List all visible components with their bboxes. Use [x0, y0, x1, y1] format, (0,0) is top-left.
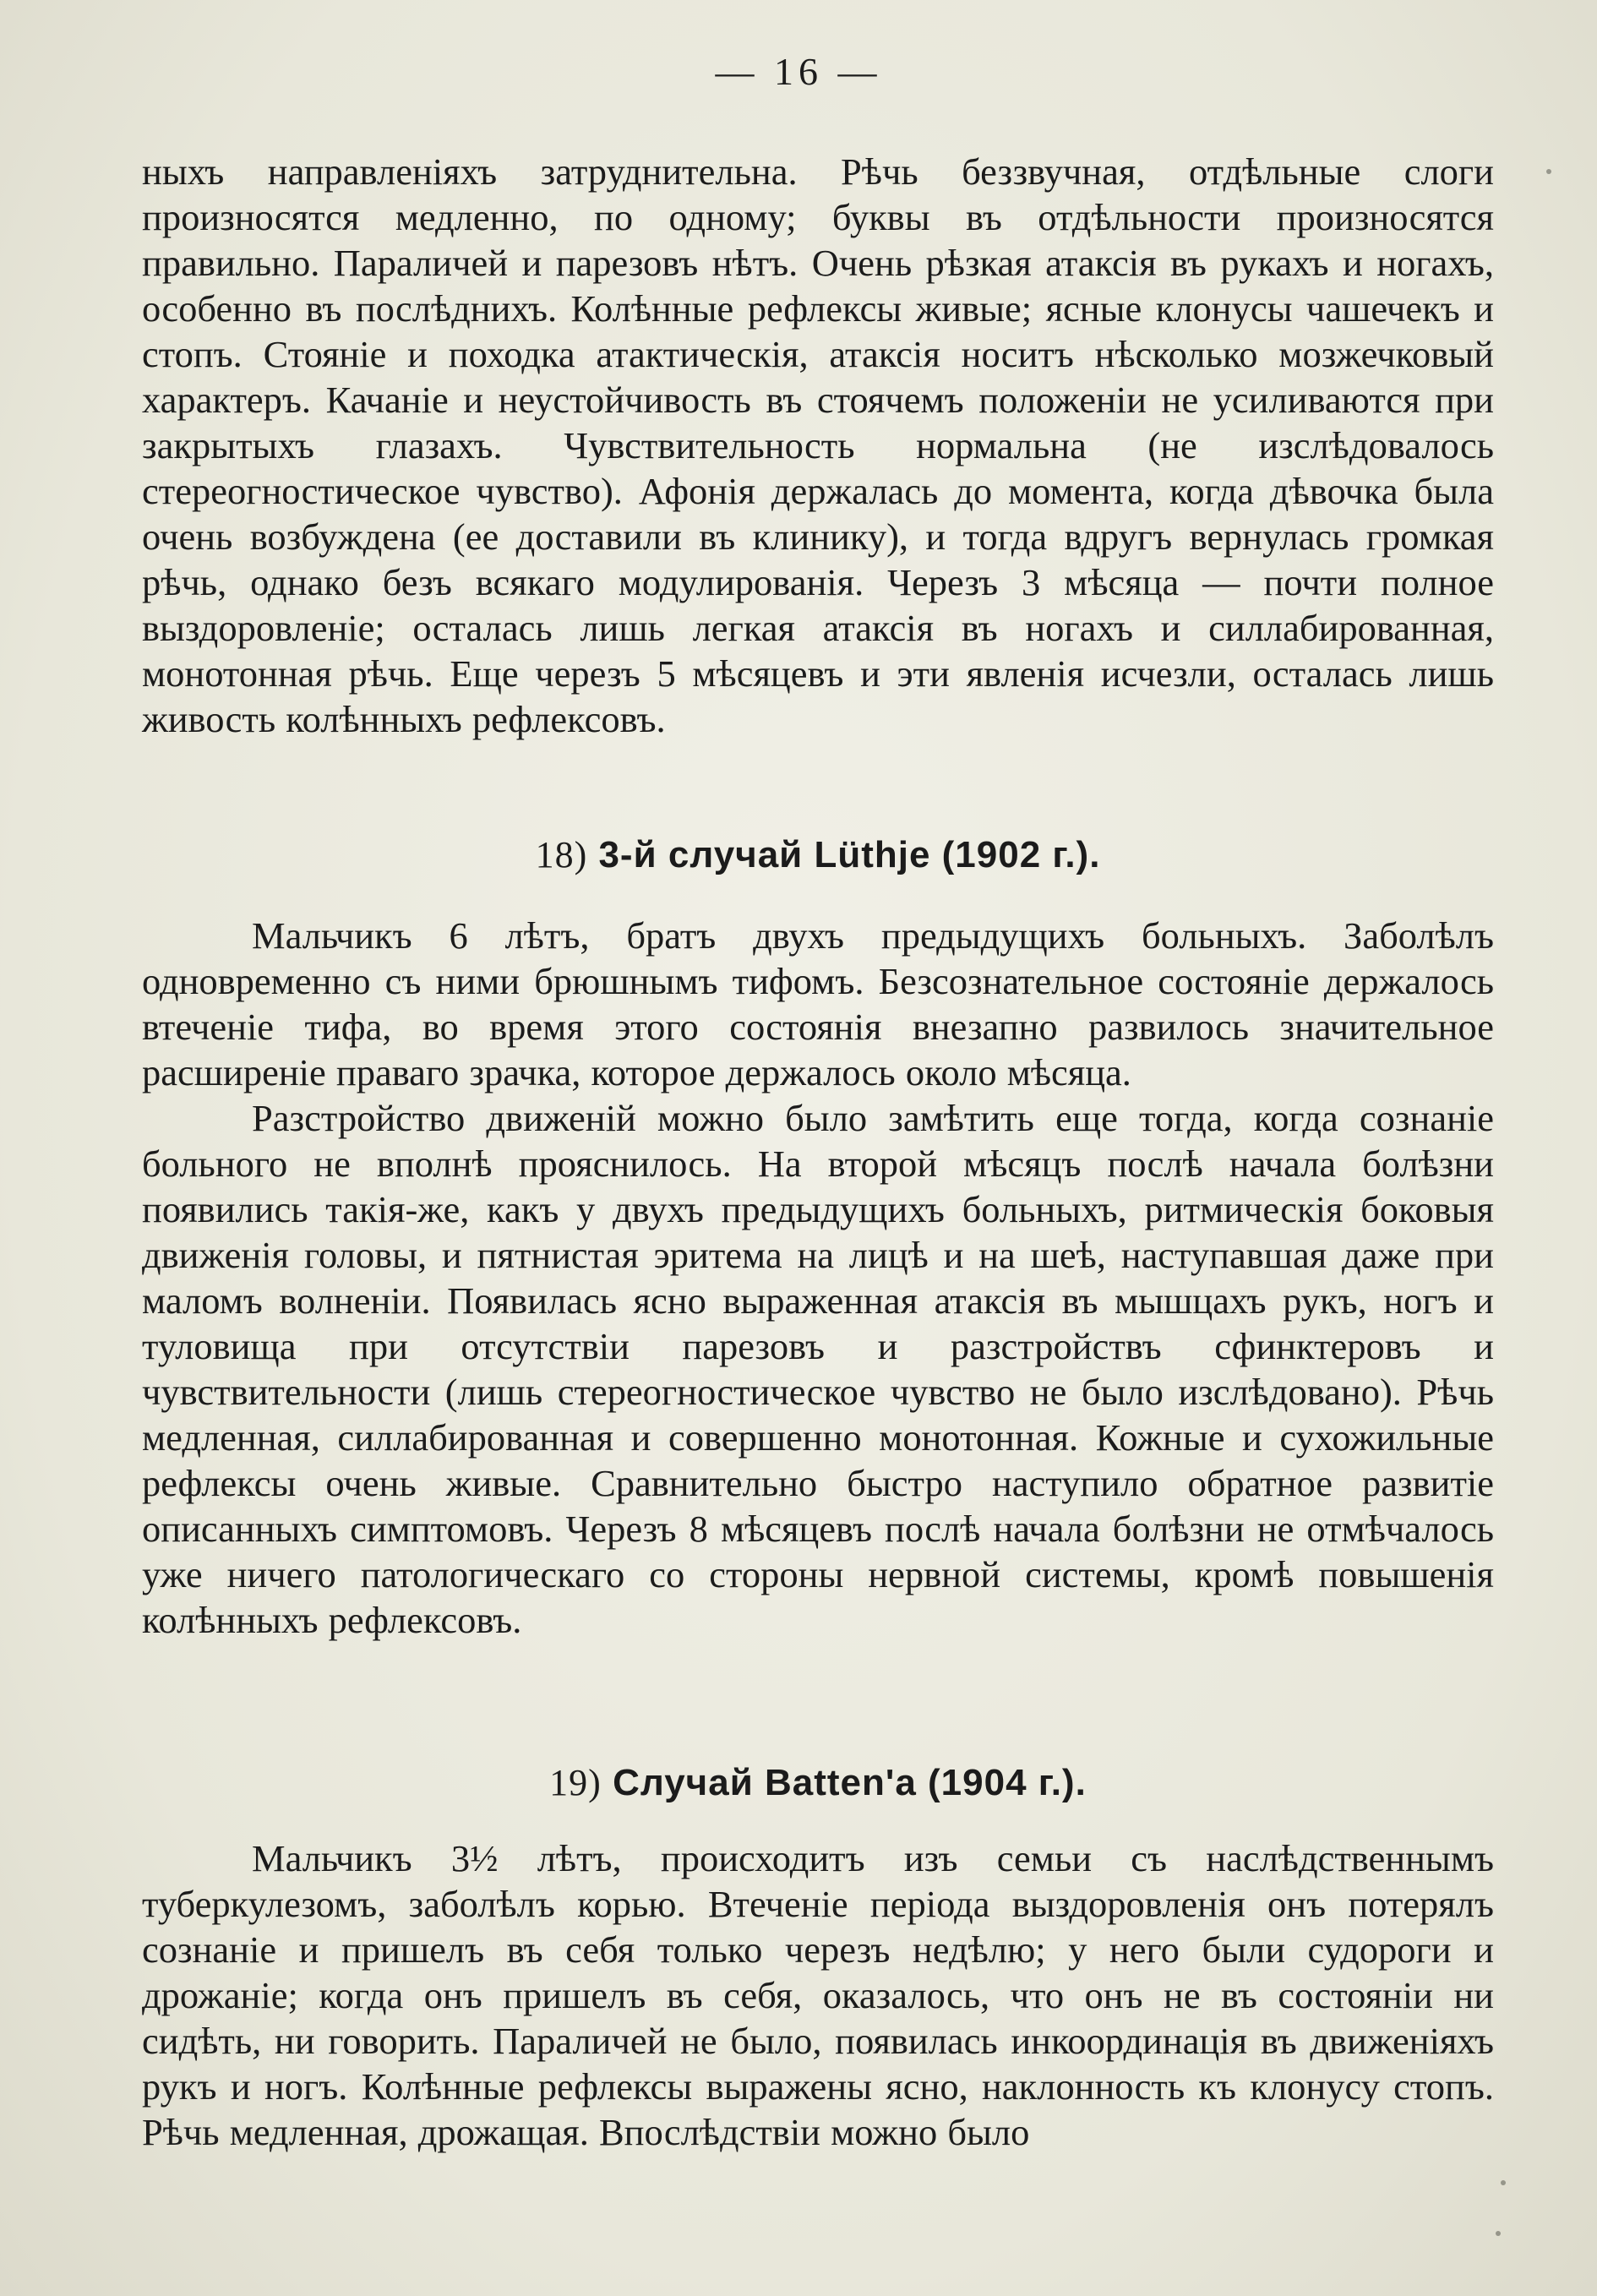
section-number: 19): [549, 1762, 602, 1803]
page-number: — 16 —: [715, 50, 882, 93]
paper-speck: [1496, 2231, 1501, 2236]
section-19-body: [142, 1835, 1494, 2155]
paragraph-continued: [142, 149, 1494, 742]
paragraph-text: ныхъ направленіяхъ затруднительна. Рѣчь беззвучная, отдѣльные слоги произносятся медленно, по одному; буквы въ отдѣльности произносятся правильно. Параличей и парезовъ нѣтъ. Очень рѣзкая атаксія въ рукахъ и ногахъ, особенно въ послѣднихъ. Колѣнные рефлексы живые; ясные клонусы чашечекъ и стопъ. Стояніе и походка атактическія, атаксія носитъ нѣсколько мозжечковый характеръ. Качаніе и неустойчивость въ стоячемъ положеніи не усиливаются при закрытыхъ глазахъ. Чувствительность нормальна (не изслѣдовалось стереогностическое чувство). Афонія держалась до момента, когда дѣвочка была очень возбуждена (ее доставили въ клинику), и тогда вдругъ вернулась громкая рѣчь, однако безъ всякаго модулированія. Черезъ 3 мѣсяца — почти полное выздоровленіе; осталась лишь легкая атаксія въ ногахъ и силлабированная, монотонная рѣчь. Еще черезъ 5 мѣсяцевъ и эти явленія исчезли, осталась лишь живость колѣнныхъ рефлексовъ.: [142, 150, 1494, 740]
paragraph-text: Разстройство движеній можно было замѣтить еще тогда, когда сознаніе больного не вполнѣ прояснилось. На второй мѣсяцъ послѣ начала болѣзни появились такія-же, какъ у двухъ предыдущихъ больныхъ, ритмическія боковыя движенія головы, и пятнистая эритема на лицѣ и на шеѣ, наступавшая даже при маломъ волненіи. Появилась ясно выраженная атаксія въ мышцахъ рукъ, ногъ и туловища при отсутствіи парезовъ и разстройствъ сфинктеровъ и чувствительности (лишь стереогностическое чувство не было изслѣдовано). Рѣчь медленная, силлабированная и совершенно монотонная. Кожные и сухожильные рефлексы очень живые. Сравнительно быстро наступило обратное развитіе описанныхъ симптомовъ. Черезъ 8 мѣсяцевъ послѣ начала болѣзни не отмѣчалось уже ничего патологическаго со стороны нервной системы, кромѣ повышенія колѣнныхъ рефлексовъ.: [142, 1097, 1494, 1641]
paper-speck: [1546, 169, 1551, 174]
paper-speck: [1501, 2180, 1506, 2185]
section-number: 18): [535, 834, 588, 875]
section-18-body: [142, 913, 1494, 1643]
section-title: Случай Batten'a (1904 г.).: [613, 1762, 1087, 1803]
paragraph-text: Мальчикъ 3½ лѣтъ, происходитъ изъ семьи съ наслѣдственнымъ туберкулезомъ, заболѣлъ корью. Втеченіе періода выздоровленія онъ потерялъ сознаніе и пришелъ въ себя только черезъ недѣлю; у него были судороги и дрожаніе; когда онъ пришелъ въ себя, оказалось, что онъ не въ состояніи ни сидѣть, ни говорить. Параличей не было, появилась инкоординація въ движеніяхъ рукъ и ногъ. Колѣнные рефлексы выражены ясно, наклонность къ клонусу стопъ. Рѣчь медленная, дрожащая. Впослѣдствіи можно было: [142, 1837, 1494, 2153]
section-heading-19: [142, 1761, 1494, 1804]
section-title: 3-й случай Lüthje (1902 г.).: [598, 834, 1101, 875]
paragraph-text: Мальчикъ 6 лѣтъ, братъ двухъ предыдущихъ больныхъ. Заболѣлъ одновременно съ ними брюшнымъ тифомъ. Безсознательное состояніе держалось втеченіе тифа, во время этого состоянія внезапно развилось значительное расширеніе праваго зрачка, которое держалось около мѣсяца.: [142, 914, 1494, 1093]
section-heading-18: [142, 833, 1494, 876]
